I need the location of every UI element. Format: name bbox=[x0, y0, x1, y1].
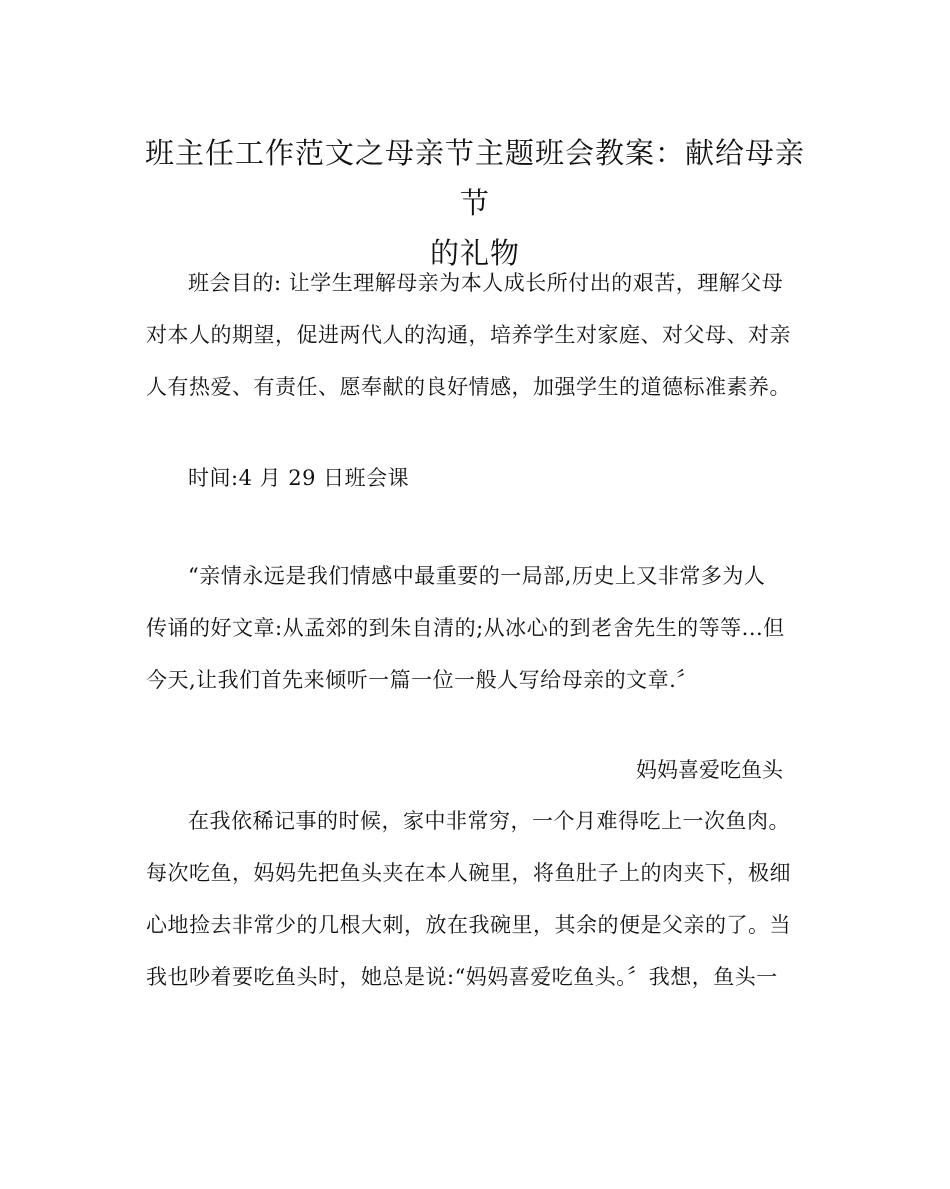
title-line-2: 的礼物 bbox=[429, 236, 520, 270]
quote-line-3: 今天,让我们首先来倾听一篇一位一般人写给母亲的文章.〞 bbox=[146, 668, 698, 692]
purpose-paragraph bbox=[146, 257, 808, 413]
purpose-line-1: 班会目的: 让学生理解母亲为本人成长所付出的艰苦，理解父母 bbox=[188, 271, 784, 295]
time-paragraph bbox=[146, 452, 808, 504]
quote-paragraph bbox=[146, 550, 808, 706]
story-heading: 妈妈喜爱吃鱼头 bbox=[636, 758, 783, 782]
purpose-line-3: 人有热爱、有责任、愿奉献的良好情感，加强学生的道德标准素养。 bbox=[146, 375, 791, 399]
quote-line-2: 传诵的好文章:从孟郊的到朱自清的;从冰心的到老舍先生的等等...但 bbox=[146, 616, 785, 640]
story-line-3: 心地捡去非常少的几根大刺，放在我碗里，其余的便是父亲的了。当 bbox=[146, 913, 791, 937]
story-line-4: 我也吵着要吃鱼头时，她总是说:“妈妈喜爱吃鱼头。〞我想，鱼头一 bbox=[146, 965, 778, 989]
story-paragraph bbox=[146, 795, 808, 1003]
purpose-line-2: 对本人的期望，促进两代人的沟通，培养学生对家庭、对父母、对亲 bbox=[146, 323, 791, 347]
time-line: 时间:4 月 29 日班会课 bbox=[188, 466, 410, 490]
story-line-1: 在我依稀记事的时候，家中非常穷，一个月难得吃上一次鱼肉。 bbox=[188, 809, 790, 833]
quote-line-1: “亲情永远是我们情感中最重要的一局部,历史上又非常多为人 bbox=[188, 564, 766, 588]
story-line-2: 每次吃鱼，妈妈先把鱼头夹在本人碗里，将鱼肚子上的肉夹下，极细 bbox=[146, 861, 791, 885]
document-title bbox=[140, 128, 810, 278]
title-line-1: 班主任工作范文之母亲节主题班会教案：献给母亲节 bbox=[144, 136, 805, 220]
